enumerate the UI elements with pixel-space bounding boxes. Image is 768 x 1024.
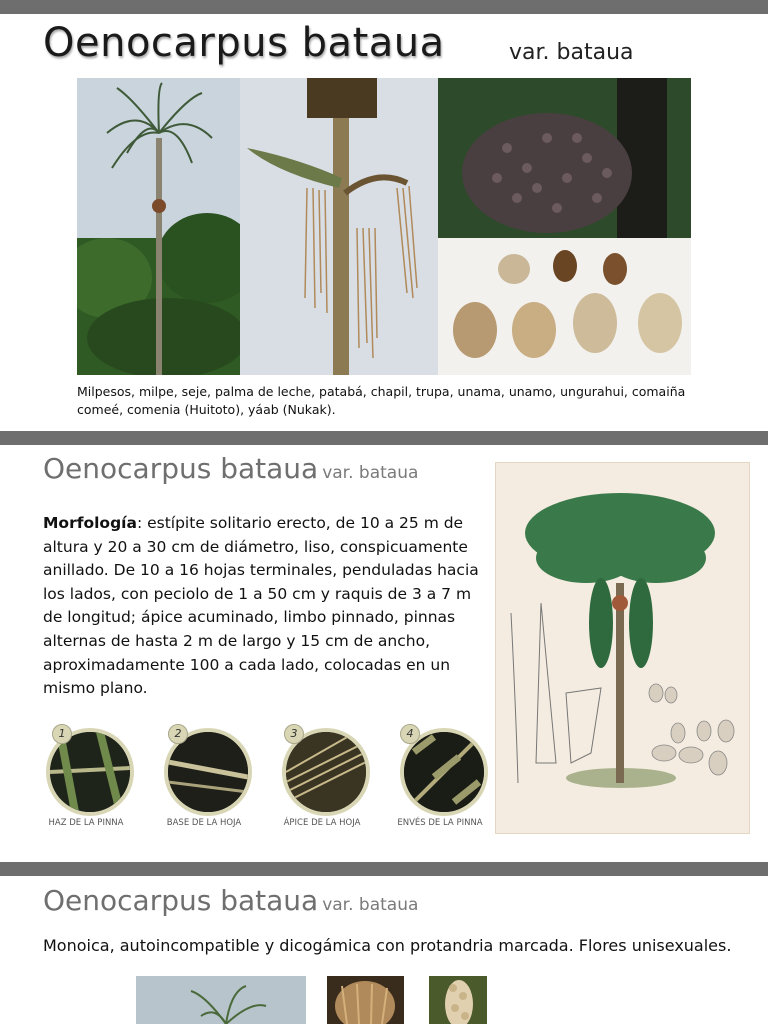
page3-photo-2: [327, 976, 404, 1024]
reproduction-text: Monoica, autoincompatible y dicogámica con protandria marcada. Flores unisexuales.: [43, 936, 732, 955]
leaf-detail-4-label: ENVÉS DE LA PINNA: [397, 818, 483, 828]
page2-title-line: [43, 452, 418, 485]
common-names-caption: Milpesos, milpe, seje, palma de leche, patabá, chapil, trupa, unama, unamo, ungurahui, comaiña comeé, comenia (Huitoto), yáab (Nukak).: [77, 384, 686, 417]
page3-photo-3: [429, 976, 487, 1024]
page1-variety: var. bataua: [509, 40, 634, 65]
palm-photos-image: [77, 78, 691, 375]
page-separator-1: [0, 431, 768, 445]
morphology-text: : estípite solitario erecto, de 10 a 25 m de altura y 20 a 30 cm de diámetro, liso, conspicuamente anillado. De 10 a 16 hojas terminales, penduladas hacia los lados, con peciolo de 1 a 50 cm y raquis de 3 a 7 m de longitud; ápice acuminado, limbo pinnado, pinnas alternas de hasta 2 m de largo y 15 cm de ancho, aproximadamente 100 a cada lado, colocadas en un mismo plano.: [43, 514, 479, 698]
leaf-detail-4-number: 4: [400, 724, 420, 744]
page2-variety: var. bataua: [322, 463, 419, 483]
leaf-details-strip: [40, 720, 490, 832]
photo-collage: [77, 78, 691, 375]
leaf-detail-3-number: 3: [284, 724, 304, 744]
page-separator-2: [0, 862, 768, 876]
botanical-illustration: [495, 462, 750, 834]
morphology-paragraph: [43, 512, 493, 701]
page1-title: Oenocarpus bataua: [43, 20, 445, 66]
page3-photo-1: [136, 976, 306, 1024]
leaf-detail-2-number: 2: [168, 724, 188, 744]
leaf-detail-1-number: 1: [52, 724, 72, 744]
page3-title-line: [43, 884, 418, 917]
leaf-detail-3-label: ÁPICE DE LA HOJA: [283, 818, 361, 828]
page3-variety: var. bataua: [322, 895, 419, 915]
page3-title: Oenocarpus bataua: [43, 884, 319, 917]
leaf-detail-2-label: BASE DE LA HOJA: [166, 818, 242, 828]
botanical-plate-image: [496, 463, 749, 833]
leaf-detail-1-label: HAZ DE LA PINNA: [48, 818, 124, 828]
morphology-label: Morfología: [43, 514, 137, 532]
page-separator-top: [0, 0, 768, 14]
page2-title: Oenocarpus bataua: [43, 452, 319, 485]
